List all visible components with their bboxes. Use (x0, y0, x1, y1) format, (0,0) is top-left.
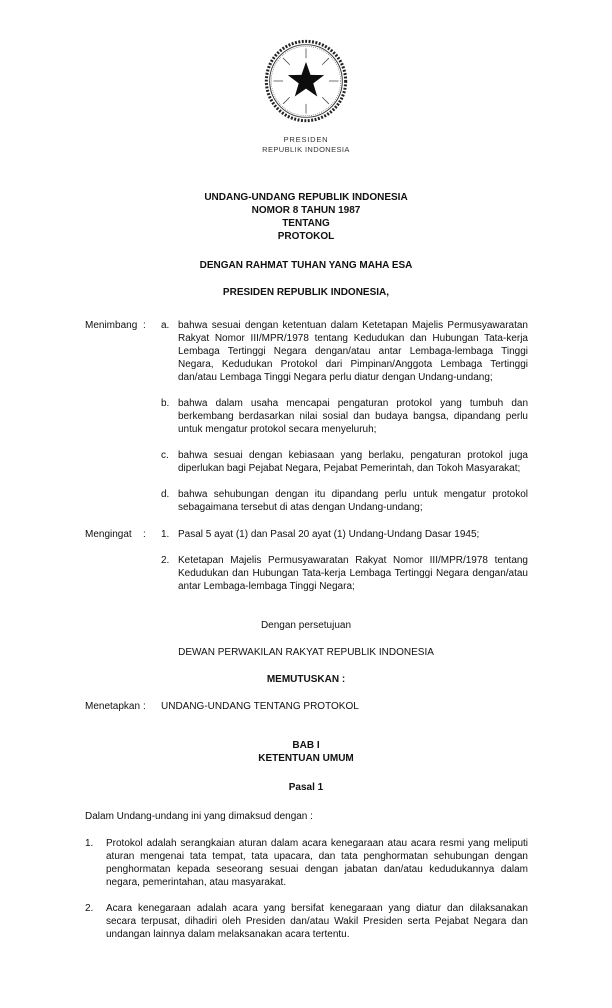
item-marker: 1. (85, 838, 94, 849)
title-block (0, 191, 612, 243)
pasal1-item-2 (85, 902, 528, 941)
pasal1-body (0, 810, 612, 941)
memutuskan-line: MEMUTUSKAN : (266, 674, 346, 685)
bab-subtitle: KETENTUAN UMUM (258, 753, 354, 764)
mengingat-item-2 (161, 554, 528, 593)
menimbang-items (161, 319, 528, 514)
item-text: bahwa dalam usaha mencapai pengaturan protokol yang tumbuh dan berkembang berdasarkan nilai sosial dan budaya bangsa, dipandang perlu untuk mengatur protokol secara menyeluruh; (178, 398, 528, 435)
item-text: Pasal 5 ayat (1) dan Pasal 20 ayat (1) Undang-Undang Dasar 1945; (178, 529, 480, 540)
menetapkan-colon: : (143, 701, 146, 712)
item-text: Protokol adalah serangkaian aturan dalam acara kenegaraan atau acara resmi yang meliputi aturan mengenai tata tempat, tata upacara, dan tata penghormatan sehubungan dengan penghormatan kepada seseorang sesuai dengan jabatan dan/atau kedudukannya dalam negara, pemerintahan, atau masyarakat. (106, 838, 528, 888)
menimbang-item-d (161, 488, 528, 514)
item-marker: 2. (161, 555, 170, 566)
letterhead-presiden: PRESIDEN (283, 135, 329, 144)
mengingat-colon: : (143, 529, 146, 540)
menetapkan-text: UNDANG-UNDANG TENTANG PROTOKOL (161, 701, 359, 712)
item-marker: a. (161, 320, 170, 331)
doc-title-line4: PROTOKOL (277, 231, 335, 242)
item-marker: c. (161, 450, 169, 461)
item-marker: d. (161, 489, 170, 500)
bab-title: BAB I (292, 740, 320, 751)
menimbang-item-a (161, 319, 528, 384)
item-text: bahwa sesuai dengan kebiasaan yang berlaku, pengaturan protokol juga diperlukan bagi Pejabat Negara, Pejabat Pemerintah, dan Tokoh Masyarakat; (178, 450, 528, 474)
item-text: bahwa sehubungan dengan itu dipandang perlu untuk mengatur protokol sebagaimana tersebut di atas dengan Undang-undang; (178, 489, 528, 513)
persetujuan-line: Dengan persetujuan (260, 620, 352, 631)
menimbang-colon: : (143, 320, 146, 331)
item-marker: 2. (85, 903, 94, 914)
pasal1-list (85, 837, 528, 941)
menetapkan-section (85, 700, 528, 713)
item-marker: 1. (161, 529, 170, 540)
pasal-title: Pasal 1 (288, 782, 324, 793)
pasal1-item-1 (85, 837, 528, 889)
item-text: Acara kenegaraan adalah acara yang bersifat kenegaraan yang diatur dan dilaksanakan secara terpusat, dihadiri oleh Presiden dan/atau Wakil Presiden serta Pejabat Negara dan undangan lainnya dalam melaksanakan acara tertentu. (106, 903, 528, 940)
menimbang-section (85, 319, 528, 514)
mengingat-section (85, 528, 528, 593)
mengingat-item-1 (161, 528, 528, 541)
menetapkan-wrap (0, 700, 612, 713)
letterhead (0, 38, 612, 155)
dpr-line: DEWAN PERWAKILAN RAKYAT REPUBLIK INDONESIA (178, 647, 434, 658)
menimbang-item-b (161, 397, 528, 436)
document-body (0, 319, 612, 593)
letterhead-republik: REPUBLIK INDONESIA (262, 145, 350, 154)
menimbang-label: Menimbang (85, 320, 138, 331)
presidential-seal-icon (263, 38, 349, 124)
pasal1-intro: Dalam Undang-undang ini yang dimaksud dengan : (85, 811, 313, 822)
doc-title-line3: TENTANG (282, 218, 330, 229)
mengingat-label: Mengingat (85, 529, 132, 540)
presiden-line: PRESIDEN REPUBLIK INDONESIA, (222, 287, 390, 298)
item-text: Ketetapan Majelis Permusyawaratan Rakyat Nomor III/MPR/1978 tentang Kedudukan dan Hubungan Tata-kerja Lembaga Tertinggi Negara dengan/atau antar Lembaga-lembaga Tinggi Negara; (178, 555, 528, 592)
mengingat-items (161, 528, 528, 593)
doc-title-line1: UNDANG-UNDANG REPUBLIK INDONESIA (204, 192, 408, 203)
item-marker: b. (161, 398, 170, 409)
item-text: bahwa sesuai dengan ketentuan dalam Ketetapan Majelis Permusyawaratan Rakyat Nomor III/MPR/1978 tentang Kedudukan dan Hubungan Tata-kerja Lembaga Tertinggi Negara dengan/atau antar Lembaga-lembaga Tinggi Negara, Kedudukan Protokol dari Pimpinan/Anggota Lembaga Tertinggi dan/atau Lembaga Tinggi Negara perlu diatur dengan Undang-undang; (178, 320, 528, 383)
menetapkan-label: Menetapkan (85, 701, 141, 712)
doc-title-line2: NOMOR 8 TAHUN 1987 (251, 205, 361, 216)
rahmat-line: DENGAN RAHMAT TUHAN YANG MAHA ESA (199, 260, 413, 271)
menimbang-item-c (161, 449, 528, 475)
